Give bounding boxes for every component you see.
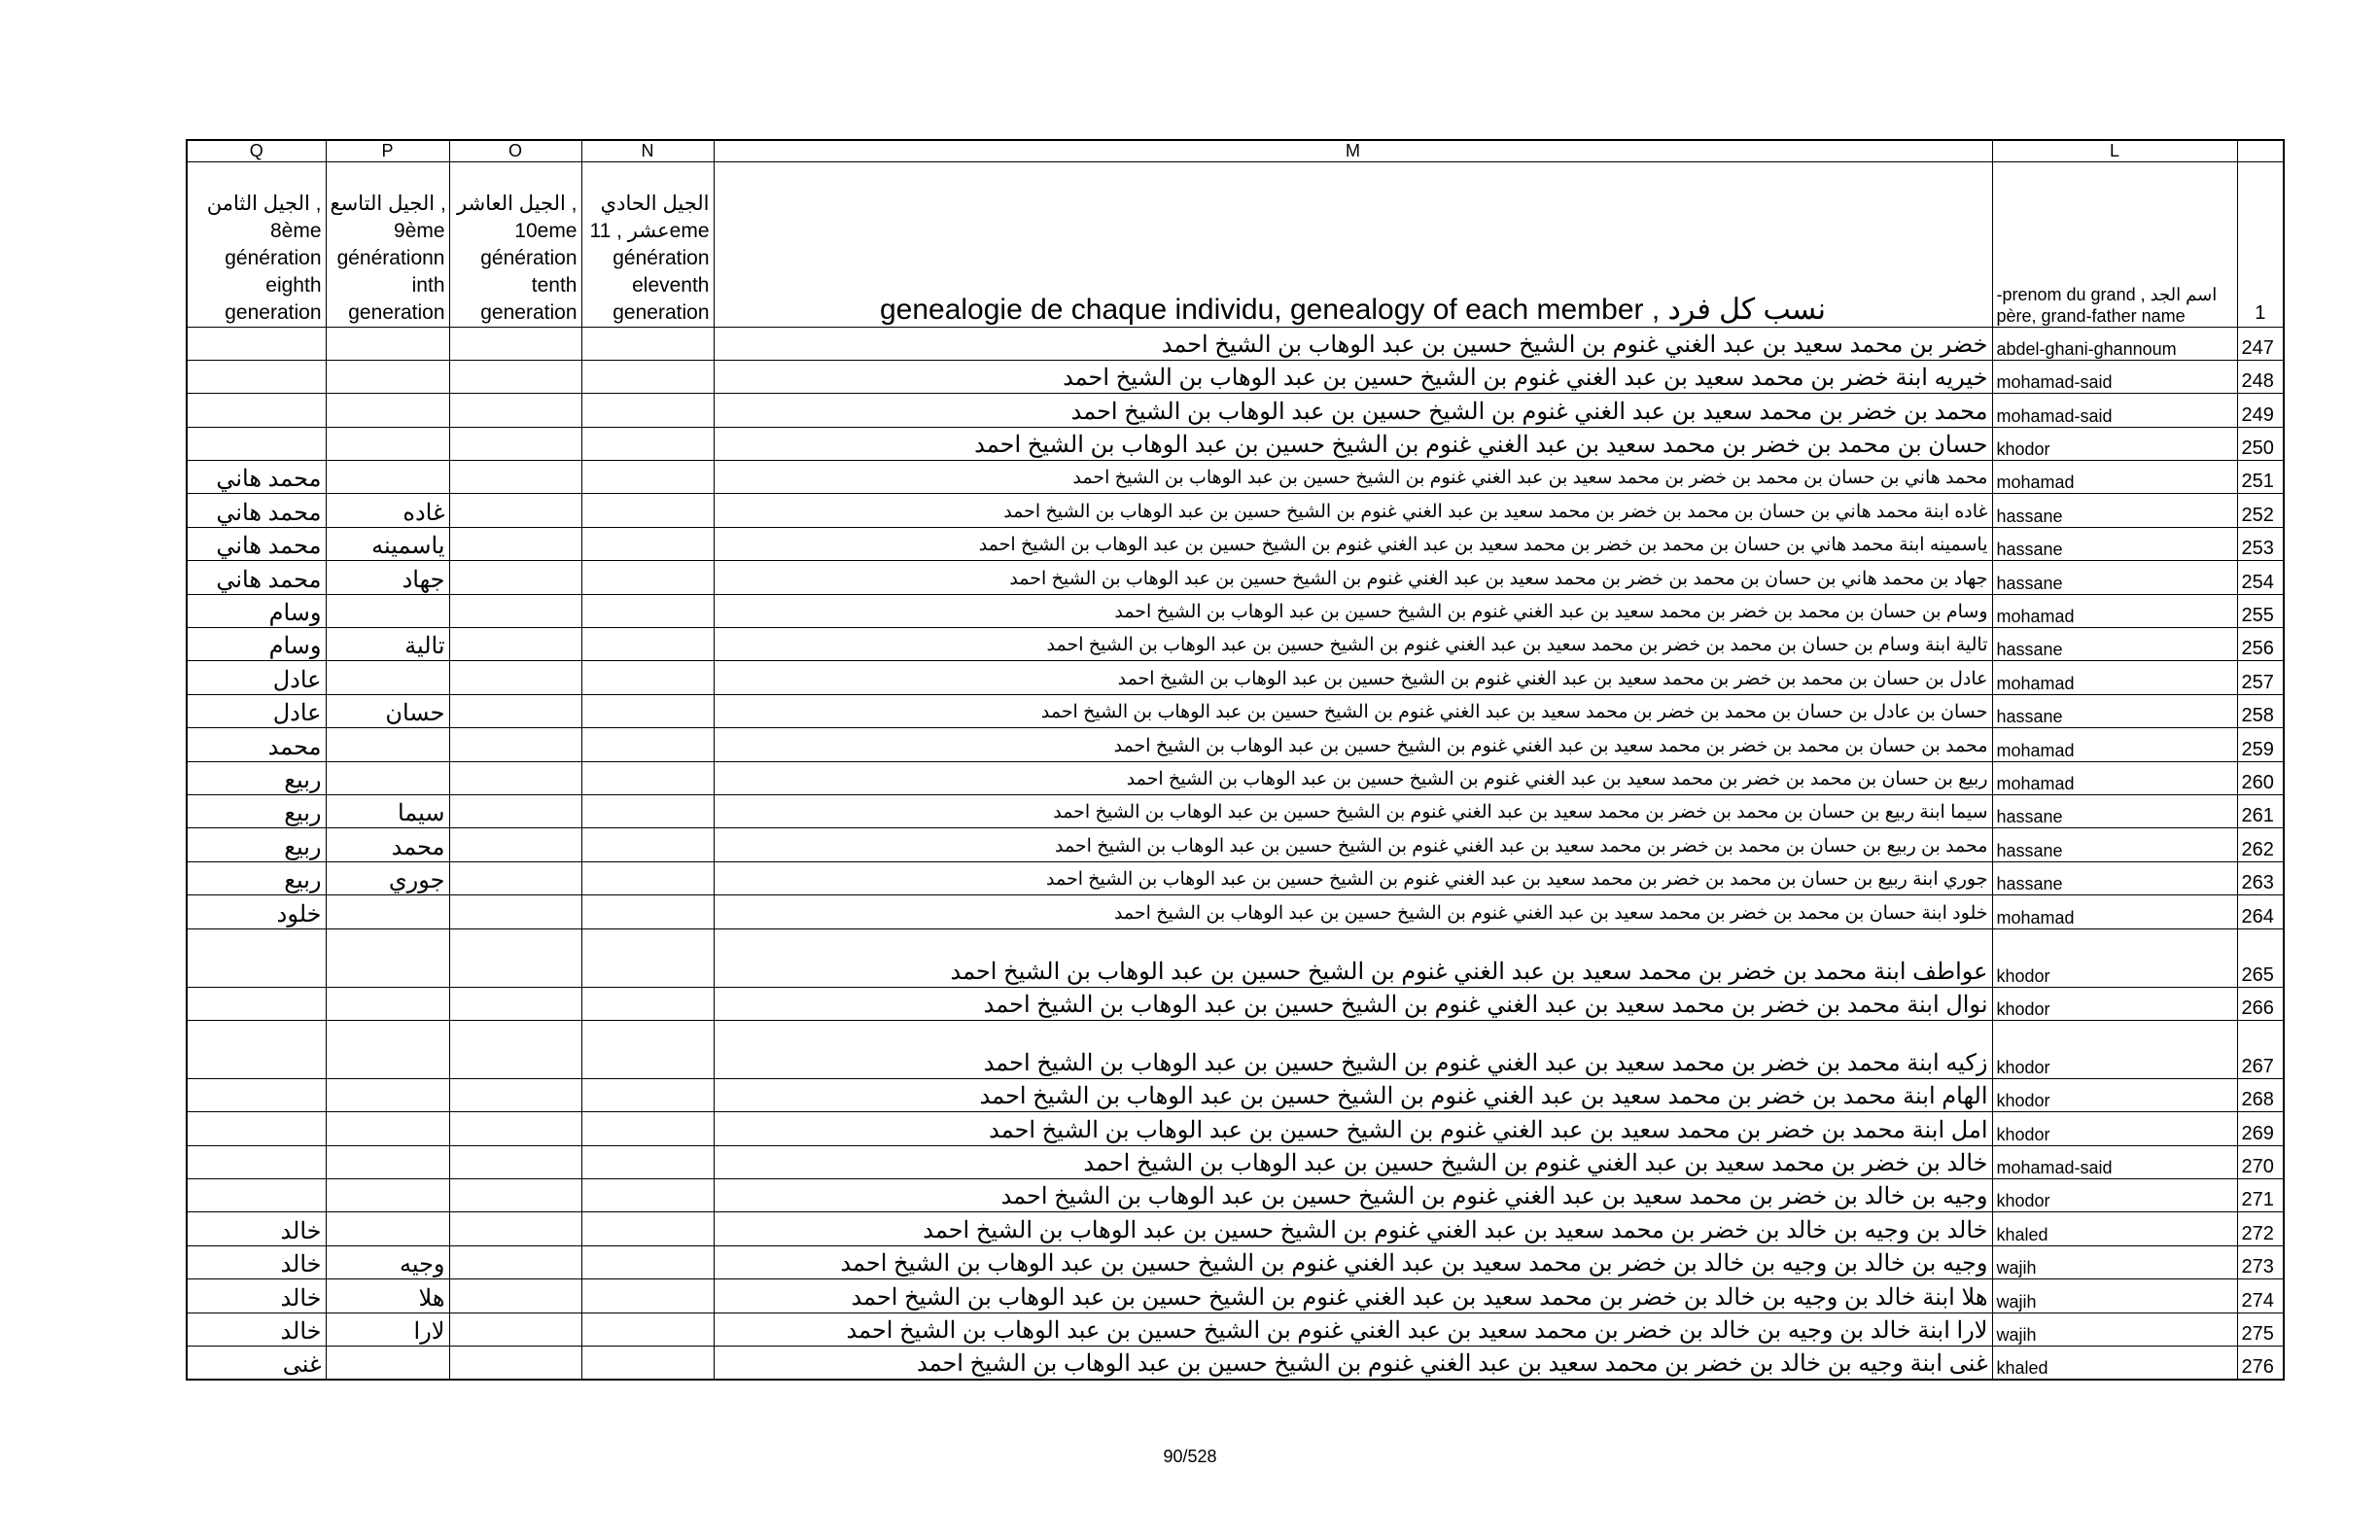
genealogy-cell: وسام بن حسان بن محمد بن خضر بن محمد سعيد بن عبد الغني غنوم بن الشيخ حسين بن عبد الوهاب بن الشيخ احمد bbox=[714, 594, 1992, 627]
gen-11-cell bbox=[581, 1078, 714, 1111]
row-number-cell[interactable]: 266 bbox=[2237, 987, 2284, 1020]
gen-10-cell bbox=[449, 1179, 581, 1212]
gen-10-cell bbox=[449, 1245, 581, 1278]
gen-11-cell bbox=[581, 360, 714, 393]
header-gen-11: الجيل الحادي عشر , 11eme génération eleventh generation bbox=[581, 161, 714, 327]
table-row bbox=[187, 661, 2284, 694]
gen-10-cell bbox=[449, 761, 581, 794]
gen-9-cell bbox=[326, 360, 449, 393]
gen-9-cell bbox=[326, 1347, 449, 1380]
genealogy-cell: عواطف ابنة محمد بن خضر بن محمد سعيد بن عبد الغني غنوم بن الشيخ حسين بن عبد الوهاب بن الشيخ احمد bbox=[714, 928, 1992, 987]
gen-11-cell bbox=[581, 594, 714, 627]
header-row bbox=[187, 161, 2284, 327]
row-number-cell[interactable]: 258 bbox=[2237, 694, 2284, 727]
gen-11-cell bbox=[581, 794, 714, 827]
grandfather-name-cell: wajih bbox=[1992, 1279, 2237, 1312]
header-grandfather-name: -prenom du grand , اسم الجد père, grand-father name bbox=[1992, 161, 2237, 327]
gen-8-cell: عادل bbox=[187, 661, 326, 694]
gen-10-cell bbox=[449, 427, 581, 460]
genealogy-cell: سيما ابنة ربيع بن حسان بن محمد بن خضر بن محمد سعيد بن عبد الغني غنوم بن الشيخ حسين بن عبد الوهاب بن الشيخ احمد bbox=[714, 794, 1992, 827]
table-row bbox=[187, 728, 2284, 761]
gen-8-cell bbox=[187, 1078, 326, 1111]
row-number-cell[interactable]: 259 bbox=[2237, 728, 2284, 761]
gen-11-cell bbox=[581, 694, 714, 727]
genealogy-cell: حسان بن عادل بن حسان بن محمد بن خضر بن محمد سعيد بن عبد الغني غنوم بن الشيخ حسين بن عبد الوهاب بن الشيخ احمد bbox=[714, 694, 1992, 727]
grandfather-name-cell: khodor bbox=[1992, 1112, 2237, 1145]
row-number-cell[interactable]: 253 bbox=[2237, 527, 2284, 560]
gen-11-cell bbox=[581, 661, 714, 694]
table-row bbox=[187, 1145, 2284, 1178]
gen-8-cell: وسام bbox=[187, 628, 326, 661]
gen-11-cell bbox=[581, 461, 714, 494]
gen-8-cell: خالد bbox=[187, 1212, 326, 1245]
gen-11-cell bbox=[581, 828, 714, 861]
table-row bbox=[187, 527, 2284, 560]
gen-8-cell bbox=[187, 327, 326, 360]
table-row bbox=[187, 1279, 2284, 1312]
gen-9-cell: تالية bbox=[326, 628, 449, 661]
gen-10-cell bbox=[449, 1112, 581, 1145]
row-number-cell[interactable]: 261 bbox=[2237, 794, 2284, 827]
gen-11-cell bbox=[581, 494, 714, 527]
genealogy-cell: وجيه بن خالد بن خضر بن محمد سعيد بن عبد الغني غنوم بن الشيخ حسين بن عبد الوهاب بن الشيخ احمد bbox=[714, 1179, 1992, 1212]
grandfather-name-cell: mohamad bbox=[1992, 594, 2237, 627]
genealogy-cell: امل ابنة محمد بن خضر بن محمد سعيد بن عبد الغني غنوم بن الشيخ حسين بن عبد الوهاب بن الشيخ احمد bbox=[714, 1112, 1992, 1145]
grandfather-name-cell: mohamad bbox=[1992, 895, 2237, 928]
gen-8-cell: خالد bbox=[187, 1279, 326, 1312]
header-row-number[interactable]: 1 bbox=[2237, 161, 2284, 327]
gen-11-cell bbox=[581, 1112, 714, 1145]
gen-8-cell: محمد هاني bbox=[187, 494, 326, 527]
gen-9-cell: سيما bbox=[326, 794, 449, 827]
column-letter[interactable] bbox=[2237, 140, 2284, 161]
gen-10-cell bbox=[449, 561, 581, 594]
gen-8-cell bbox=[187, 1020, 326, 1078]
gen-9-cell bbox=[326, 1020, 449, 1078]
gen-11-cell bbox=[581, 1020, 714, 1078]
row-number-cell[interactable]: 267 bbox=[2237, 1020, 2284, 1078]
genealogy-cell: وجيه بن خالد بن وجيه بن خالد بن خضر بن محمد سعيد بن عبد الغني غنوم بن الشيخ حسين بن عبد الوهاب بن الشيخ احمد bbox=[714, 1245, 1992, 1278]
row-number-cell[interactable]: 271 bbox=[2237, 1179, 2284, 1212]
gen-9-cell bbox=[326, 427, 449, 460]
gen-8-cell: ربيع bbox=[187, 861, 326, 894]
table-row bbox=[187, 594, 2284, 627]
gen-10-cell bbox=[449, 895, 581, 928]
gen-11-cell bbox=[581, 561, 714, 594]
genealogy-cell: خضر بن محمد سعيد بن عبد الغني غنوم بن الشيخ حسين بن عبد الوهاب بن الشيخ احمد bbox=[714, 327, 1992, 360]
genealogy-cell: محمد هاني بن حسان بن محمد بن خضر بن محمد سعيد بن عبد الغني غنوم بن الشيخ حسين بن عبد الوهاب بن الشيخ احمد bbox=[714, 461, 1992, 494]
gen-11-cell bbox=[581, 427, 714, 460]
genealogy-cell: تالية ابنة وسام بن حسان بن محمد بن خضر بن محمد سعيد بن عبد الغني غنوم بن الشيخ حسين بن عبد الوهاب بن الشيخ احمد bbox=[714, 628, 1992, 661]
gen-8-cell: محمد bbox=[187, 728, 326, 761]
genealogy-cell: جهاد بن محمد هاني بن حسان بن محمد بن خضر بن محمد سعيد بن عبد الغني غنوم بن الشيخ حسين بن عبد الوهاب بن الشيخ احمد bbox=[714, 561, 1992, 594]
grandfather-name-cell: mohamad-said bbox=[1992, 1145, 2237, 1178]
gen-9-cell: هلا bbox=[326, 1279, 449, 1312]
column-letter[interactable]: N bbox=[581, 140, 714, 161]
genealogy-cell: خالد بن خضر بن محمد سعيد بن عبد الغني غنوم بن الشيخ حسين بن عبد الوهاب بن الشيخ احمد bbox=[714, 1145, 1992, 1178]
row-number-cell[interactable]: 265 bbox=[2237, 928, 2284, 987]
gen-10-cell bbox=[449, 1145, 581, 1178]
column-letter[interactable]: M bbox=[714, 140, 1992, 161]
column-letter-row bbox=[187, 140, 2284, 161]
row-number-cell[interactable]: 257 bbox=[2237, 661, 2284, 694]
gen-11-cell bbox=[581, 987, 714, 1020]
page-number: 90/528 bbox=[1163, 1447, 1217, 1466]
grandfather-name-cell: hassane bbox=[1992, 527, 2237, 560]
gen-11-cell bbox=[581, 761, 714, 794]
grandfather-name-cell: hassane bbox=[1992, 861, 2237, 894]
gen-11-cell bbox=[581, 1347, 714, 1380]
gen-9-cell bbox=[326, 1212, 449, 1245]
gen-9-cell bbox=[326, 1179, 449, 1212]
genealogy-cell: خلود ابنة حسان بن محمد بن خضر بن محمد سعيد بن عبد الغني غنوم بن الشيخ حسين بن عبد الوهاب بن الشيخ احمد bbox=[714, 895, 1992, 928]
gen-9-cell bbox=[326, 987, 449, 1020]
grandfather-name-cell: mohamad-said bbox=[1992, 360, 2237, 393]
row-number-cell[interactable]: 269 bbox=[2237, 1112, 2284, 1145]
header-gen-10: الجيل العاشر , 10eme génération tenth generation bbox=[449, 161, 581, 327]
header-gen-8: الجيل الثامن , 8ème génération eighth generation bbox=[187, 161, 326, 327]
table-row bbox=[187, 987, 2284, 1020]
grandfather-name-cell: khodor bbox=[1992, 987, 2237, 1020]
table-row bbox=[187, 928, 2284, 987]
row-number-cell[interactable]: 268 bbox=[2237, 1078, 2284, 1111]
gen-8-cell bbox=[187, 360, 326, 393]
gen-10-cell bbox=[449, 1212, 581, 1245]
genealogy-cell: محمد بن ربيع بن حسان بن محمد بن خضر بن محمد سعيد بن عبد الغني غنوم بن الشيخ حسين بن عبد الوهاب بن الشيخ احمد bbox=[714, 828, 1992, 861]
gen-11-cell bbox=[581, 861, 714, 894]
gen-9-cell bbox=[326, 761, 449, 794]
row-number-cell[interactable]: 270 bbox=[2237, 1145, 2284, 1178]
table-row bbox=[187, 360, 2284, 393]
row-number-cell[interactable]: 260 bbox=[2237, 761, 2284, 794]
gen-10-cell bbox=[449, 828, 581, 861]
gen-8-cell: غنى bbox=[187, 1347, 326, 1380]
gen-8-cell: خالد bbox=[187, 1245, 326, 1278]
gen-8-cell: ربيع bbox=[187, 794, 326, 827]
gen-9-cell: غاده bbox=[326, 494, 449, 527]
grandfather-name-cell: wajih bbox=[1992, 1245, 2237, 1278]
table-row bbox=[187, 427, 2284, 460]
row-number-cell[interactable]: 273 bbox=[2237, 1245, 2284, 1278]
gen-8-cell: ربيع bbox=[187, 828, 326, 861]
gen-8-cell bbox=[187, 1112, 326, 1145]
gen-10-cell bbox=[449, 694, 581, 727]
genealogy-cell: عادل بن حسان بن محمد بن خضر بن محمد سعيد بن عبد الغني غنوم بن الشيخ حسين بن عبد الوهاب بن الشيخ احمد bbox=[714, 661, 1992, 694]
table-row bbox=[187, 895, 2284, 928]
grandfather-name-cell: khodor bbox=[1992, 427, 2237, 460]
header-gen-9: الجيل التاسع , 9ème générationn inth generation bbox=[326, 161, 449, 327]
gen-9-cell bbox=[326, 594, 449, 627]
gen-11-cell bbox=[581, 628, 714, 661]
gen-10-cell bbox=[449, 594, 581, 627]
gen-9-cell bbox=[326, 895, 449, 928]
genealogy-cell: ياسمينه ابنة محمد هاني بن حسان بن محمد بن خضر بن محمد سعيد بن عبد الغني غنوم بن الشيخ حسين بن عبد الوهاب بن الشيخ احمد bbox=[714, 527, 1992, 560]
row-number-cell[interactable]: 251 bbox=[2237, 461, 2284, 494]
gen-9-cell bbox=[326, 394, 449, 427]
genealogy-cell: ربيع بن حسان بن محمد بن خضر بن محمد سعيد بن عبد الغني غنوم بن الشيخ حسين بن عبد الوهاب بن الشيخ احمد bbox=[714, 761, 1992, 794]
genealogy-cell: غاده ابنة محمد هاني بن حسان بن محمد بن خضر بن محمد سعيد بن عبد الغني غنوم بن الشيخ حسين بن عبد الوهاب بن الشيخ احمد bbox=[714, 494, 1992, 527]
genealogy-cell: نوال ابنة محمد بن خضر بن محمد سعيد بن عبد الغني غنوم بن الشيخ حسين بن عبد الوهاب بن الشيخ احمد bbox=[714, 987, 1992, 1020]
grandfather-name-cell: mohamad-said bbox=[1992, 394, 2237, 427]
row-number-cell[interactable]: 247 bbox=[2237, 327, 2284, 360]
genealogy-cell: حسان بن محمد بن خضر بن محمد سعيد بن عبد الغني غنوم بن الشيخ حسين بن عبد الوهاب بن الشيخ احمد bbox=[714, 427, 1992, 460]
gen-8-cell bbox=[187, 394, 326, 427]
grandfather-name-cell: khodor bbox=[1992, 928, 2237, 987]
gen-10-cell bbox=[449, 494, 581, 527]
gen-11-cell bbox=[581, 527, 714, 560]
grandfather-name-cell: khodor bbox=[1992, 1020, 2237, 1078]
row-number-cell[interactable]: 276 bbox=[2237, 1347, 2284, 1380]
row-number-cell[interactable]: 272 bbox=[2237, 1212, 2284, 1245]
gen-8-cell bbox=[187, 987, 326, 1020]
table-row bbox=[187, 461, 2284, 494]
row-number-cell[interactable]: 248 bbox=[2237, 360, 2284, 393]
gen-10-cell bbox=[449, 628, 581, 661]
gen-10-cell bbox=[449, 861, 581, 894]
gen-10-cell bbox=[449, 527, 581, 560]
grandfather-name-cell: khodor bbox=[1992, 1179, 2237, 1212]
grandfather-name-cell: khaled bbox=[1992, 1347, 2237, 1380]
gen-10-cell bbox=[449, 1312, 581, 1346]
row-number-cell[interactable]: 255 bbox=[2237, 594, 2284, 627]
column-letter[interactable]: P bbox=[326, 140, 449, 161]
grandfather-name-cell: khaled bbox=[1992, 1212, 2237, 1245]
grandfather-name-cell: hassane bbox=[1992, 828, 2237, 861]
gen-11-cell bbox=[581, 394, 714, 427]
table-row bbox=[187, 761, 2284, 794]
table-row bbox=[187, 828, 2284, 861]
genealogy-cell: لارا ابنة خالد بن وجيه بن خالد بن خضر بن محمد سعيد بن عبد الغني غنوم بن الشيخ حسين بن عبد الوهاب بن الشيخ احمد bbox=[714, 1312, 1992, 1346]
gen-10-cell bbox=[449, 728, 581, 761]
gen-10-cell bbox=[449, 1020, 581, 1078]
row-number-cell[interactable]: 252 bbox=[2237, 494, 2284, 527]
gen-11-cell bbox=[581, 1279, 714, 1312]
gen-8-cell: محمد هاني bbox=[187, 461, 326, 494]
column-letter[interactable]: O bbox=[449, 140, 581, 161]
gen-10-cell bbox=[449, 1347, 581, 1380]
grandfather-name-cell: hassane bbox=[1992, 694, 2237, 727]
table-row bbox=[187, 1078, 2284, 1111]
gen-11-cell bbox=[581, 928, 714, 987]
gen-10-cell bbox=[449, 928, 581, 987]
grandfather-name-cell: abdel-ghani-ghannoum bbox=[1992, 327, 2237, 360]
table-row bbox=[187, 1179, 2284, 1212]
table-row bbox=[187, 394, 2284, 427]
genealogy-cell: هلا ابنة خالد بن وجيه بن خالد بن خضر بن محمد سعيد بن عبد الغني غنوم بن الشيخ حسين بن عبد الوهاب بن الشيخ احمد bbox=[714, 1279, 1992, 1312]
genealogy-cell: خالد بن وجيه بن خالد بن خضر بن محمد سعيد بن عبد الغني غنوم بن الشيخ حسين بن عبد الوهاب بن الشيخ احمد bbox=[714, 1212, 1992, 1245]
row-number-cell[interactable]: 250 bbox=[2237, 427, 2284, 460]
gen-11-cell bbox=[581, 1312, 714, 1346]
table-row bbox=[187, 1312, 2284, 1346]
gen-11-cell bbox=[581, 1145, 714, 1178]
grandfather-name-cell: mohamad bbox=[1992, 461, 2237, 494]
gen-9-cell bbox=[326, 1078, 449, 1111]
table-row bbox=[187, 1020, 2284, 1078]
gen-8-cell bbox=[187, 427, 326, 460]
grandfather-name-cell: wajih bbox=[1992, 1312, 2237, 1346]
genealogy-cell: غنى ابنة وجيه بن خالد بن خضر بن محمد سعيد بن عبد الغني غنوم بن الشيخ حسين بن عبد الوهاب بن الشيخ احمد bbox=[714, 1347, 1992, 1380]
row-number-cell[interactable]: 264 bbox=[2237, 895, 2284, 928]
gen-8-cell: وسام bbox=[187, 594, 326, 627]
row-number-cell[interactable]: 262 bbox=[2237, 828, 2284, 861]
gen-10-cell bbox=[449, 360, 581, 393]
table-row bbox=[187, 1212, 2284, 1245]
genealogy-cell: محمد بن خضر بن محمد سعيد بن عبد الغني غنوم بن الشيخ حسين بن عبد الوهاب بن الشيخ احمد bbox=[714, 394, 1992, 427]
gen-11-cell bbox=[581, 1212, 714, 1245]
gen-10-cell bbox=[449, 394, 581, 427]
table-row bbox=[187, 561, 2284, 594]
table-row bbox=[187, 1245, 2284, 1278]
gen-11-cell bbox=[581, 327, 714, 360]
gen-11-cell bbox=[581, 1245, 714, 1278]
gen-8-cell: محمد هاني bbox=[187, 561, 326, 594]
table-row bbox=[187, 327, 2284, 360]
table-row bbox=[187, 1112, 2284, 1145]
genealogy-cell: جوري ابنة ربيع بن حسان بن محمد بن خضر بن محمد سعيد بن عبد الغني غنوم بن الشيخ حسين بن عبد الوهاب بن الشيخ احمد bbox=[714, 861, 1992, 894]
genealogy-cell: خيريه ابنة خضر بن محمد سعيد بن عبد الغني غنوم بن الشيخ حسين بن عبد الوهاب بن الشيخ احمد bbox=[714, 360, 1992, 393]
gen-9-cell: وجيه bbox=[326, 1245, 449, 1278]
gen-9-cell: ياسمينه bbox=[326, 527, 449, 560]
genealogy-table bbox=[186, 139, 2285, 1381]
column-letter[interactable]: L bbox=[1992, 140, 2237, 161]
gen-9-cell bbox=[326, 1112, 449, 1145]
gen-8-cell bbox=[187, 1179, 326, 1212]
gen-9-cell: جوري bbox=[326, 861, 449, 894]
genealogy-cell: زكيه ابنة محمد بن خضر بن محمد سعيد بن عبد الغني غنوم بن الشيخ حسين بن عبد الوهاب بن الشيخ احمد bbox=[714, 1020, 1992, 1078]
grandfather-name-cell: hassane bbox=[1992, 794, 2237, 827]
gen-10-cell bbox=[449, 327, 581, 360]
gen-9-cell: جهاد bbox=[326, 561, 449, 594]
gen-10-cell bbox=[449, 661, 581, 694]
row-number-cell[interactable]: 256 bbox=[2237, 628, 2284, 661]
gen-9-cell bbox=[326, 728, 449, 761]
grandfather-name-cell: mohamad bbox=[1992, 761, 2237, 794]
grandfather-name-cell: hassane bbox=[1992, 561, 2237, 594]
genealogy-cell: الهام ابنة محمد بن خضر بن محمد سعيد بن عبد الغني غنوم بن الشيخ حسين بن عبد الوهاب بن الشيخ احمد bbox=[714, 1078, 1992, 1111]
gen-11-cell bbox=[581, 1179, 714, 1212]
grandfather-name-cell: hassane bbox=[1992, 494, 2237, 527]
genealogy-cell: محمد بن حسان بن محمد بن خضر بن محمد سعيد بن عبد الغني غنوم بن الشيخ حسين بن عبد الوهاب بن الشيخ احمد bbox=[714, 728, 1992, 761]
grandfather-name-cell: mohamad bbox=[1992, 661, 2237, 694]
gen-8-cell: خلود bbox=[187, 895, 326, 928]
grandfather-name-cell: mohamad bbox=[1992, 728, 2237, 761]
table-row bbox=[187, 494, 2284, 527]
gen-8-cell: خالد bbox=[187, 1312, 326, 1346]
gen-8-cell bbox=[187, 1145, 326, 1178]
gen-8-cell: عادل bbox=[187, 694, 326, 727]
column-letter[interactable]: Q bbox=[187, 140, 326, 161]
gen-10-cell bbox=[449, 987, 581, 1020]
gen-8-cell: محمد هاني bbox=[187, 527, 326, 560]
gen-9-cell bbox=[326, 1145, 449, 1178]
gen-10-cell bbox=[449, 1078, 581, 1111]
table-row bbox=[187, 628, 2284, 661]
gen-9-cell: حسان bbox=[326, 694, 449, 727]
row-number-cell[interactable]: 263 bbox=[2237, 861, 2284, 894]
header-genealogy: genealogie de chaque individu, genealogy of each member , نسب كل فرد bbox=[714, 161, 1992, 327]
gen-8-cell: ربيع bbox=[187, 761, 326, 794]
row-number-cell[interactable]: 254 bbox=[2237, 561, 2284, 594]
row-number-cell[interactable]: 275 bbox=[2237, 1312, 2284, 1346]
gen-9-cell bbox=[326, 661, 449, 694]
row-number-cell[interactable]: 274 bbox=[2237, 1279, 2284, 1312]
table-row bbox=[187, 861, 2284, 894]
gen-11-cell bbox=[581, 895, 714, 928]
gen-10-cell bbox=[449, 461, 581, 494]
gen-9-cell bbox=[326, 327, 449, 360]
grandfather-name-cell: khodor bbox=[1992, 1078, 2237, 1111]
gen-9-cell bbox=[326, 461, 449, 494]
table-row bbox=[187, 1347, 2284, 1380]
grandfather-name-cell: hassane bbox=[1992, 628, 2237, 661]
table-row bbox=[187, 694, 2284, 727]
gen-9-cell: لارا bbox=[326, 1312, 449, 1346]
row-number-cell[interactable]: 249 bbox=[2237, 394, 2284, 427]
gen-9-cell bbox=[326, 928, 449, 987]
gen-11-cell bbox=[581, 728, 714, 761]
gen-10-cell bbox=[449, 794, 581, 827]
gen-8-cell bbox=[187, 928, 326, 987]
gen-9-cell: محمد bbox=[326, 828, 449, 861]
gen-10-cell bbox=[449, 1279, 581, 1312]
table-row bbox=[187, 794, 2284, 827]
